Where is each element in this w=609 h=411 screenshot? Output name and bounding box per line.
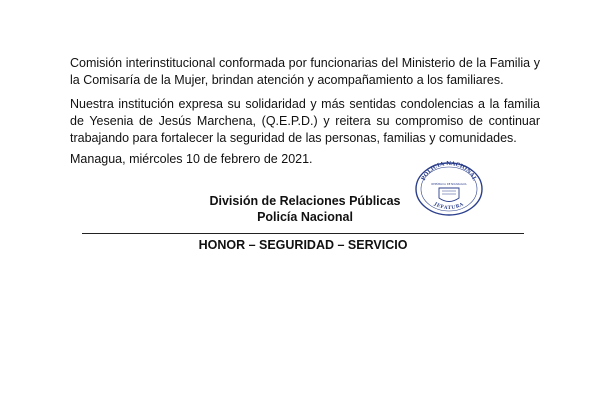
svg-text:POLICIA NACIONAL bbox=[421, 161, 477, 182]
seal-inner-text: REPÚBLICA DE NICARAGUA bbox=[431, 183, 467, 186]
signature-division: División de Relaciones Públicas bbox=[209, 194, 401, 208]
footer-motto: HONOR – SEGURIDAD – SERVICIO bbox=[198, 238, 408, 252]
dateline: Managua, miércoles 10 de febrero de 2021. bbox=[70, 152, 313, 166]
police-seal-icon bbox=[413, 161, 485, 217]
seal-bottom-text: JEFATURA bbox=[432, 202, 466, 212]
seal-top-text: POLICIA NACIONAL bbox=[420, 161, 478, 182]
signature-institution: Policía Nacional bbox=[257, 210, 353, 224]
signature-block bbox=[190, 193, 420, 225]
footer-divider bbox=[82, 233, 524, 234]
paragraph-commission: Comisión interinstitucional conformada por funcionarias del Ministerio de la Familia y la Comisaría de la Mujer, brindan atención y acompañamiento a los familiares. bbox=[70, 56, 540, 87]
paragraph-condolences: Nuestra institución expresa su solidaridad y más sentidas condolencias a la familia de Yesenia de Jesús Marchena, (Q.E.P.D.) y reitera su compromiso de continuar trabajando para fortalecer la seguridad de las personas, familias y comunidades. bbox=[70, 97, 540, 145]
